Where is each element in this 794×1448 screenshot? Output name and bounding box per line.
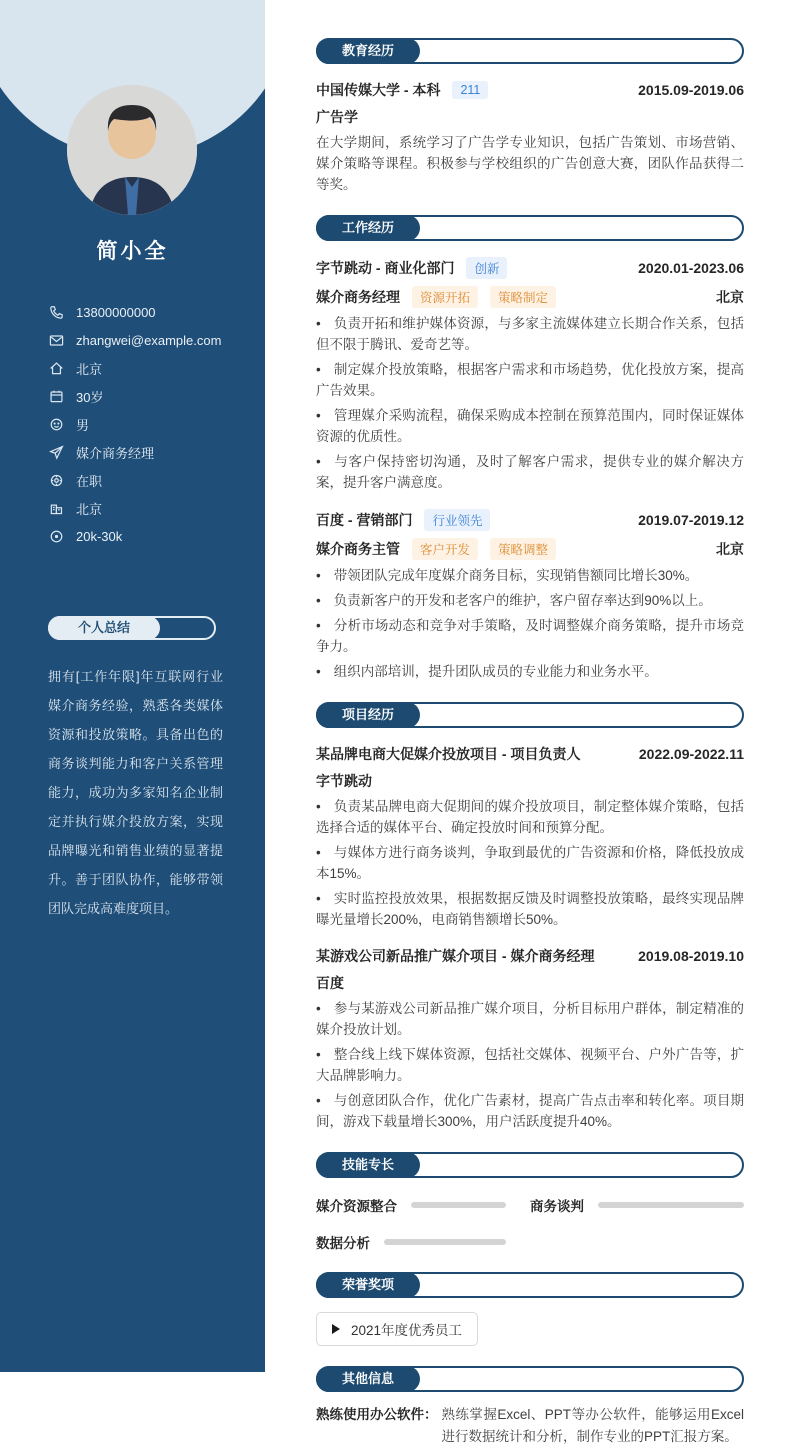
section-title-projects: 项目经历	[316, 702, 420, 728]
skill-bar	[411, 1202, 506, 1208]
work-date: 2019.07-2019.12	[638, 512, 744, 528]
section-title-honors: 荣誉奖项	[316, 1272, 420, 1298]
project-bullet: • 负责某品牌电商大促期间的媒介投放项目，制定整体媒介策略，包括选择合适的媒体平台、确定投放时间和预算分配。	[316, 796, 744, 838]
work-bullet: • 负责开拓和维护媒体资源，与多家主流媒体建立长期合作关系，包括但不限于腾讯、爱奇艺等。	[316, 313, 744, 355]
contact-job-title	[0, 438, 265, 466]
role-tag: 客户开发	[412, 538, 478, 560]
project-entry-header	[316, 946, 744, 966]
age-icon	[49, 389, 64, 404]
work-location: 北京	[716, 541, 744, 557]
gender-icon	[49, 417, 64, 432]
school-badge: 211	[452, 81, 488, 99]
work-entry-header	[316, 257, 744, 279]
project-bullet: • 实时监控投放效果，根据数据反馈及时调整投放策略，最终实现品牌曝光量增长200%，电商销售额增长50%。	[316, 888, 744, 930]
project-bullet: • 与媒体方进行商务谈判，争取到最优的广告资源和价格，降低投放成本15%。	[316, 842, 744, 884]
work-bullet: • 负责新客户的开发和老客户的维护，客户留存率达到90%以上。	[316, 590, 744, 611]
work-bullet: • 带领团队完成年度媒介商务目标，实现销售额同比增长30%。	[316, 565, 744, 586]
salary-icon	[49, 529, 64, 544]
section-pill-education	[316, 38, 744, 64]
contact-age-text: 30岁	[76, 389, 104, 405]
skill-bar	[384, 1239, 506, 1245]
section-pill-projects	[316, 702, 744, 728]
candidate-name: 简小全	[96, 240, 169, 263]
contact-gender	[0, 410, 265, 438]
contact-list	[0, 298, 265, 550]
skill-label: 商务谈判	[530, 1199, 584, 1214]
other-info-label: 熟练使用办公软件：	[316, 1407, 438, 1422]
contact-age	[0, 382, 265, 410]
project-org: 字节跳动	[316, 773, 372, 789]
project-name: 某游戏公司新品推广媒介项目 - 媒介商务经理	[316, 948, 595, 964]
skill-list	[316, 1178, 744, 1252]
work-role-row	[316, 286, 744, 308]
project-bullet-list	[316, 998, 744, 1132]
project-bullet: • 整合线上线下媒体资源，包括社交媒体、视频平台、户外广告等，扩大品牌影响力。	[316, 1044, 744, 1086]
work-bullet: • 组织内部培训，提升团队成员的专业能力和业务水平。	[316, 661, 744, 682]
section-pill-other	[316, 1366, 744, 1392]
sidebar	[0, 0, 265, 1372]
contact-phone	[0, 298, 265, 326]
work-bullet-list	[316, 313, 744, 493]
phone-icon	[49, 305, 64, 320]
skill-item	[316, 1195, 530, 1215]
project-name: 某品牌电商大促媒介投放项目 - 项目负责人	[316, 746, 581, 762]
work-role-row	[316, 538, 744, 560]
project-bullet: • 与创意团队合作，优化广告素材，提高广告点击率和转化率。项目期间，游戏下载量增长300%，用户活跃度提升40%。	[316, 1090, 744, 1132]
contact-status-text: 在职	[76, 473, 103, 489]
skill-bar	[598, 1202, 744, 1208]
contact-email-text: zhangwei@example.com	[76, 332, 222, 348]
section-pill-skills	[316, 1152, 744, 1178]
honor-text: 2021年度优秀员工	[351, 1323, 463, 1338]
role-title: 媒介商务经理	[316, 289, 400, 305]
summary-section-title: 个人总结	[48, 616, 160, 640]
job-icon	[49, 445, 64, 460]
play-icon	[332, 1324, 340, 1334]
contact-email	[0, 326, 265, 354]
project-org-row	[316, 771, 744, 791]
city-icon	[49, 501, 64, 516]
education-description: 在大学期间，系统学习了广告学专业知识，包括广告策划、市场营销、媒介策略等课程。积极参与学校组织的广告创意大赛，团队作品获得二等奖。	[316, 135, 744, 192]
company-name: 字节跳动 - 商业化部门	[316, 260, 455, 276]
summary-text: 拥有[工作年限]年互联网行业媒介商务经验，熟悉各类媒体资源和投放策略。具备出色的商务谈判能力和客户关系管理能力，成功为多家知名企业制定并执行媒介投放方案，实现品牌曝光和销售业绩的显著提升。善于团队协作，能够带领团队完成高难度项目。	[48, 669, 223, 916]
project-date: 2022.09-2022.11	[638, 746, 744, 762]
work-bullet: • 分析市场动态和竞争对手策略，及时调整媒介商务策略，提升市场竞争力。	[316, 615, 744, 657]
project-org: 百度	[316, 975, 344, 991]
role-tag: 策略制定	[490, 286, 556, 308]
contact-city-text: 北京	[76, 501, 103, 517]
role-tag: 资源开拓	[412, 286, 478, 308]
contact-phone-text: 13800000000	[76, 304, 156, 320]
work-bullet: • 管理媒介采购流程，确保采购成本控制在预算范围内，同时保证媒体资源的优质性。	[316, 405, 744, 447]
company-badge: 行业领先	[424, 509, 490, 531]
work-location: 北京	[716, 289, 744, 305]
contact-gender-text: 男	[76, 417, 90, 433]
honor-item[interactable]	[316, 1312, 478, 1346]
section-title-education: 教育经历	[316, 38, 420, 64]
summary-section-pill	[48, 616, 216, 640]
skill-item	[316, 1232, 530, 1252]
section-title-work: 工作经历	[316, 215, 420, 241]
company-name: 百度 - 营销部门	[316, 512, 413, 528]
work-bullet: • 与客户保持密切沟通，及时了解客户需求，提供专业的媒介解决方案，提升客户满意度。	[316, 451, 744, 493]
education-major-row	[316, 107, 744, 127]
project-entry-header	[316, 744, 744, 764]
company-badge: 创新	[466, 257, 507, 279]
role-tag: 策略调整	[490, 538, 556, 560]
other-info-text: 熟练掌握Excel、PPT等办公软件，能够运用Excel进行数据统计和分析，制作专业的PPT汇报方案。	[441, 1407, 744, 1444]
skill-label: 数据分析	[316, 1236, 370, 1251]
project-bullet: • 参与某游戏公司新品推广媒介项目，分析目标用户群体，制定精准的媒介投放计划。	[316, 998, 744, 1040]
contact-job-title-text: 媒介商务经理	[76, 445, 155, 461]
status-icon	[49, 473, 64, 488]
contact-location	[0, 354, 265, 382]
project-date: 2019.08-2019.10	[638, 948, 744, 964]
avatar	[67, 85, 197, 215]
work-bullet: • 制定媒介投放策略，根据客户需求和市场趋势，优化投放方案，提高广告效果。	[316, 359, 744, 401]
project-org-row	[316, 973, 744, 993]
other-info-row	[316, 1404, 744, 1448]
work-entry-header	[316, 509, 744, 531]
contact-status	[0, 466, 265, 494]
major: 广告学	[316, 109, 358, 125]
contact-city	[0, 494, 265, 522]
section-pill-honors	[316, 1272, 744, 1298]
resume-main	[316, 0, 744, 1448]
section-pill-work	[316, 215, 744, 241]
school-name: 中国传媒大学 - 本科	[316, 82, 441, 98]
mail-icon	[49, 333, 64, 348]
contact-salary	[0, 522, 265, 550]
education-entry-header	[316, 80, 744, 100]
work-bullet-list	[316, 565, 744, 682]
contact-location-text: 北京	[76, 361, 103, 377]
home-icon	[49, 361, 64, 376]
work-date: 2020.01-2023.06	[638, 260, 744, 276]
skill-item	[530, 1195, 744, 1215]
role-title: 媒介商务主管	[316, 541, 400, 557]
skill-label: 媒介资源整合	[316, 1199, 397, 1214]
person-photo-icon	[67, 85, 197, 215]
section-title-skills: 技能专长	[316, 1152, 420, 1178]
education-date: 2015.09-2019.06	[638, 82, 744, 98]
project-bullet-list	[316, 796, 744, 930]
contact-salary-text: 20k-30k	[76, 528, 123, 544]
section-title-other: 其他信息	[316, 1366, 420, 1392]
